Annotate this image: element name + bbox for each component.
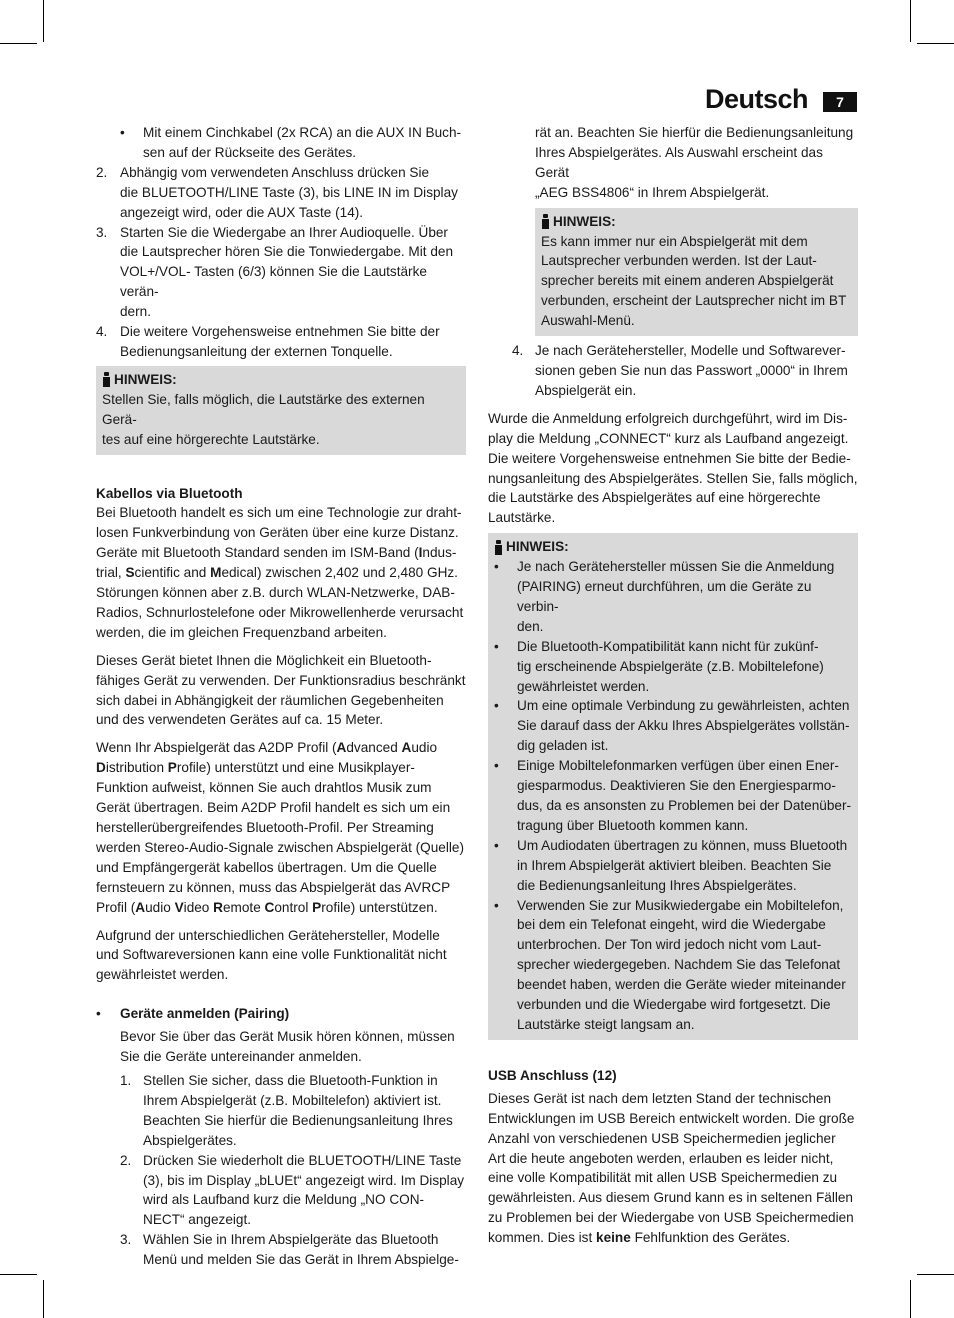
note-line: Verwenden Sie zur Musikwiedergabe ein Mobiltelefon, <box>517 897 844 913</box>
note-line: in Ihrem Abspielgerät aktiviert bleiben. Beachten Sie <box>517 857 832 873</box>
note-line: verbunden, erscheint der Lautsprecher nicht im BT <box>541 293 847 309</box>
bullet-icon: • <box>120 125 125 140</box>
crop-mark <box>910 1280 911 1318</box>
note-line: dig geladen ist. <box>517 738 609 754</box>
step-number: 4. <box>512 343 524 359</box>
continued-step <box>488 123 858 203</box>
note-bullet-item <box>494 836 852 896</box>
left-column <box>96 123 466 1270</box>
step-item <box>96 322 466 362</box>
note-box <box>96 366 466 455</box>
text-line: Die weitere Vorgehensweise entnehmen Sie bitte der Bedie- <box>488 450 851 466</box>
text-line: gewährleisten. Aus diesem Grund kann es in seltenen Fällen <box>488 1190 853 1206</box>
list-line: rät an. Beachten Sie hierfür die Bedienungsanleitung <box>535 125 854 140</box>
text-line: Sie die Geräte untereinander anmelden. <box>120 1049 362 1065</box>
text-line: Bevor Sie über das Gerät Musik hören können, müssen <box>120 1029 455 1045</box>
note-line: Um Audiodaten übertragen zu können, muss Bluetooth <box>517 837 848 853</box>
note-box <box>488 533 858 1040</box>
section-title-bluetooth: Kabellos via Bluetooth <box>96 485 243 501</box>
note-bullet-item <box>494 557 852 637</box>
text-line: Distribution Profile) unterstützt und eine Musikplayer- <box>96 760 415 776</box>
text-line: und Empfängergerät kabellos übertragen. Um die Quelle <box>96 859 437 875</box>
list-line: sionen geben Sie nun das Passwort „0000“ in Ihrem <box>535 362 848 378</box>
text-line: zu Problemen bei der Wiedergabe von USB Speichermedien <box>488 1210 854 1226</box>
note-line: sprecher wiedergegeben. Nachdem Sie das Telefonat <box>517 957 841 973</box>
list-line: wird als Laufband kurz die Meldung „NO CON- <box>143 1192 425 1208</box>
text-line: Profil (Audio Video Remote Control Profile) unterstützen. <box>96 899 438 915</box>
note-line: die Bedienungsanleitung Ihres Abspielgerätes. <box>517 877 797 893</box>
paragraph <box>488 409 858 528</box>
crop-mark <box>43 0 44 42</box>
text-line: werden Stereo-Audio-Signale zwischen Abspielgerät (Quelle) <box>96 839 464 855</box>
text-line: trial, Scientific and Medical) zwischen 2,402 und 2,480 GHz. <box>96 565 458 581</box>
bullet-icon: • <box>96 1006 101 1022</box>
text-line: fähiges Gerät zu verwenden. Der Funktionsradius beschränkt <box>96 672 466 688</box>
text-line: Funktion aufweist, können Sie auch drahtlos Musik zum <box>96 780 432 796</box>
note-line: dus, da es ansonsten zu Problemen bei der Datenüber- <box>517 798 852 813</box>
step-number: 3. <box>120 1232 132 1248</box>
list-line: Je nach Gerätehersteller, Modelle und Softwarever- <box>535 343 846 359</box>
note-bullet-item <box>494 896 852 1035</box>
note-line: tig erscheinende Abspielgeräte (z.B. Mobiltelefone) <box>517 658 824 674</box>
text-line: play die Meldung „CONNECT“ kurz als Laufband angezeigt. <box>488 430 849 446</box>
list-line: Mit einem Cinchkabel (2x RCA) an die AUX IN Buch- <box>143 125 462 140</box>
crop-mark <box>43 1280 44 1318</box>
text-line: Wurde die Anmeldung erfolgreich durchgeführt, wird im Dis- <box>488 410 848 426</box>
text-line: Störungen können aber z.B. durch WLAN-Netzwerke, DAB- <box>96 585 455 601</box>
note-line: den. <box>517 618 544 634</box>
note-line: tes auf eine hörgerechte Lautstärke. <box>102 431 320 447</box>
list-line: sen auf der Rückseite des Gerätes. <box>143 144 357 160</box>
text-line: werden, die im gleichen Frequenzband arbeiten. <box>96 624 387 640</box>
note-box <box>535 208 858 336</box>
text-line: herstellerübergreifendes Bluetooth-Profil. Per Streaming <box>96 820 434 835</box>
list-line: Starten Sie die Wiedergabe an Ihrer Audioquelle. Über <box>120 224 448 240</box>
note-line: bei dem ein Telefonat eingeht, wird die Wiedergabe <box>517 917 826 933</box>
note-heading-label: HINWEIS: <box>553 213 616 229</box>
list-line: Abhängig vom verwendeten Anschluss drücken Sie <box>120 164 430 180</box>
text-line: Geräte mit Bluetooth Standard senden im ISM-Band (Indus- <box>96 545 457 561</box>
pairing-bullet-item <box>96 1004 466 1270</box>
note-line: verbunden und die Wiedergabe wird fortgesetzt. Die <box>517 997 831 1013</box>
text-line: Wenn Ihr Abspielgerät das A2DP Profil (Advanced Audio <box>96 740 438 756</box>
step-number: 4. <box>96 324 108 340</box>
crop-mark <box>0 1274 37 1275</box>
step-number: 2. <box>120 1152 132 1168</box>
section-title-pairing: Geräte anmelden (Pairing) <box>120 1006 290 1022</box>
text-line: und Softwareversionen kann eine volle Funktionalität nicht <box>96 947 447 963</box>
list-line: Ihrem Abspielgerät (z.B. Mobiltelefon) aktiviert ist. <box>143 1092 442 1108</box>
paragraph <box>96 503 466 642</box>
bullet-icon: • <box>494 559 499 575</box>
text-line: Aufgrund der unterschiedlichen Gerätehersteller, Modelle <box>96 927 440 943</box>
note-line: Je nach Gerätehersteller müssen Sie die Anmeldung <box>517 559 835 575</box>
text-line: nungsanleitung des Abspielgerätes. Stellen Sie, falls möglich, <box>488 470 858 486</box>
note-heading <box>541 212 852 232</box>
list-line: Wählen Sie in Ihrem Abspielgeräte das Bluetooth <box>143 1232 439 1248</box>
paragraph <box>96 738 466 917</box>
crop-mark <box>917 1274 954 1275</box>
pairing-step-item <box>120 1151 466 1231</box>
bullet-icon: • <box>494 698 499 714</box>
note-heading <box>102 370 460 390</box>
text-line: Radios, Schnurlostelefone oder Mikrowellenherde verursacht <box>96 604 464 620</box>
info-icon <box>102 372 111 387</box>
text-line: Lautstärke. <box>488 510 556 526</box>
step-number: 3. <box>96 224 108 240</box>
text-line: sich dabei in Abhängigkeit der räumlichen Gegebenheiten <box>96 692 444 708</box>
list-line: „AEG BSS4806“ in Ihrem Abspielgerät. <box>535 184 770 200</box>
note-heading-label: HINWEIS: <box>114 371 177 387</box>
note-line: Auswahl-Menü. <box>541 313 635 329</box>
text-line: Art die heute angeboten werden, erlauben es leider nicht, <box>488 1150 834 1166</box>
note-line: Lautstärke steigt langsam an. <box>517 1016 695 1032</box>
list-line: Die weitere Vorgehensweise entnehmen Sie bitte der <box>120 324 440 340</box>
note-line: tragung über Bluetooth kommen kann. <box>517 817 749 833</box>
info-icon <box>541 214 550 229</box>
text-line: Dieses Gerät bietet Ihnen die Möglichkeit ein Bluetooth- <box>96 652 432 668</box>
note-line: gewährleistet werden. <box>517 678 650 694</box>
text-line: Dieses Gerät ist nach dem letzten Stand der technischen <box>488 1090 832 1106</box>
step-item <box>96 163 466 223</box>
step-number: 2. <box>96 164 108 180</box>
step-item <box>488 341 858 401</box>
note-line: Die Bluetooth-Kompatibilität kann nicht für zukünf- <box>517 638 819 654</box>
note-line: Einige Mobiltelefonmarken verfügen über einen Ener- <box>517 758 839 774</box>
note-heading <box>494 537 852 557</box>
note-line: (PAIRING) erneut durchführen, um die Geräte zu verbin- <box>517 579 812 614</box>
list-line: die Lautsprecher hören Sie die Tonwiedergabe. Mit den <box>120 244 454 260</box>
note-line: unterbrochen. Der Ton wird jedoch nicht vom Laut- <box>517 937 822 953</box>
bullet-icon: • <box>494 837 499 853</box>
note-line: Um eine optimale Verbindung zu gewährleisten, achten <box>517 698 850 714</box>
aux-bullet-item <box>96 123 466 163</box>
text-line: die Lautstärke des Abspielgerätes auf eine hörgerechte <box>488 490 821 506</box>
note-line: Stellen Sie, falls möglich, die Lautstärke des externen Gerä- <box>102 391 425 427</box>
pairing-step-item <box>120 1230 466 1270</box>
pairing-step-item <box>120 1071 466 1151</box>
paragraph <box>96 651 466 731</box>
text-line: und des verwendeten Gerätes auf ca. 15 Meter. <box>96 712 384 728</box>
list-line: Bedienungsanleitung der externen Tonquelle. <box>120 343 393 359</box>
note-line: Es kann immer nur ein Abspielgerät mit dem <box>541 233 808 249</box>
text-line: gewährleistet werden. <box>96 967 229 983</box>
list-line: Abspielgerätes. <box>143 1132 237 1148</box>
section-title-usb: USB Anschluss (12) <box>488 1067 617 1083</box>
crop-mark <box>910 0 911 42</box>
note-bullet-item <box>494 637 852 697</box>
bullet-icon: • <box>494 758 499 774</box>
text-line: Bei Bluetooth handelt es sich um eine Technologie zur draht- <box>96 505 462 521</box>
bullet-icon: • <box>494 897 499 913</box>
note-line: beendet haben, werden die Geräte wieder miteinander <box>517 977 846 993</box>
step-item <box>96 223 466 323</box>
list-line: Beachten Sie hierfür die Bedienungsanleitung Ihres <box>143 1112 453 1128</box>
page-number-badge: 7 <box>823 92 857 112</box>
crop-mark <box>0 43 37 44</box>
note-line: sprecher bereits mit einem anderen Abspielgerät <box>541 273 834 289</box>
note-bullet-item <box>494 696 852 756</box>
list-line: angezeigt wird, oder die AUX Taste (14). <box>120 204 364 220</box>
paragraph <box>488 1089 858 1248</box>
bullet-icon: • <box>494 638 499 654</box>
text-line: fernsteuern zu können, muss das Abspielgerät das AVRCP <box>96 879 451 895</box>
list-line: Abspielgerät ein. <box>535 382 637 398</box>
note-line: Sie darauf dass der Akku Ihres Abspielgerätes vollstän- <box>517 718 850 734</box>
list-line: NECT“ angezeigt. <box>143 1212 252 1228</box>
note-line: giesparmodus. Deaktivieren Sie den Energiesparmo- <box>517 778 836 794</box>
list-line: Drücken Sie wiederholt die BLUETOOTH/LINE Taste <box>143 1152 462 1168</box>
text-line: kommen. Dies ist keine Fehlfunktion des Gerätes. <box>488 1230 791 1246</box>
list-line: dern. <box>120 304 151 320</box>
text-line: losen Funkverbindung von Geräten über eine kurze Distanz. <box>96 525 459 541</box>
list-line: VOL+/VOL- Tasten (6/3) können Sie die Lautstärke verän- <box>120 264 427 300</box>
list-line: Ihres Abspielgerätes. Als Auswahl erscheint das Gerät <box>535 144 823 180</box>
text-line: Gerät übertragen. Beim A2DP Profil handelt es sich um ein <box>96 800 451 816</box>
paragraph <box>96 926 466 986</box>
info-icon <box>494 540 503 555</box>
note-heading-label: HINWEIS: <box>506 539 569 555</box>
list-line: die BLUETOOTH/LINE Taste (3), bis LINE IN im Display <box>120 184 458 200</box>
text-line: Entwicklungen im USB Bereich entwickelt worden. Die große <box>488 1110 855 1126</box>
list-line: Stellen Sie sicher, dass die Bluetooth-Funktion in <box>143 1072 438 1088</box>
note-bullet-item <box>494 756 852 836</box>
list-line: (3), bis im Display „bLUEt“ angezeigt wird. Im Display <box>143 1172 465 1188</box>
text-line: eine volle Kompatibilität mit allen USB Speichermedien zu <box>488 1170 838 1186</box>
step-number: 1. <box>120 1072 132 1088</box>
page-language-title: Deutsch <box>704 84 808 114</box>
right-column <box>488 123 858 1248</box>
crop-mark <box>917 43 954 44</box>
list-line: Menü und melden Sie das Gerät in Ihrem Abspielge- <box>143 1252 459 1268</box>
text-line: Anzahl von verschiedenen USB Speichermedien jeglicher <box>488 1130 836 1146</box>
note-line: Lautsprecher verbunden werden. Ist der Laut- <box>541 253 817 269</box>
